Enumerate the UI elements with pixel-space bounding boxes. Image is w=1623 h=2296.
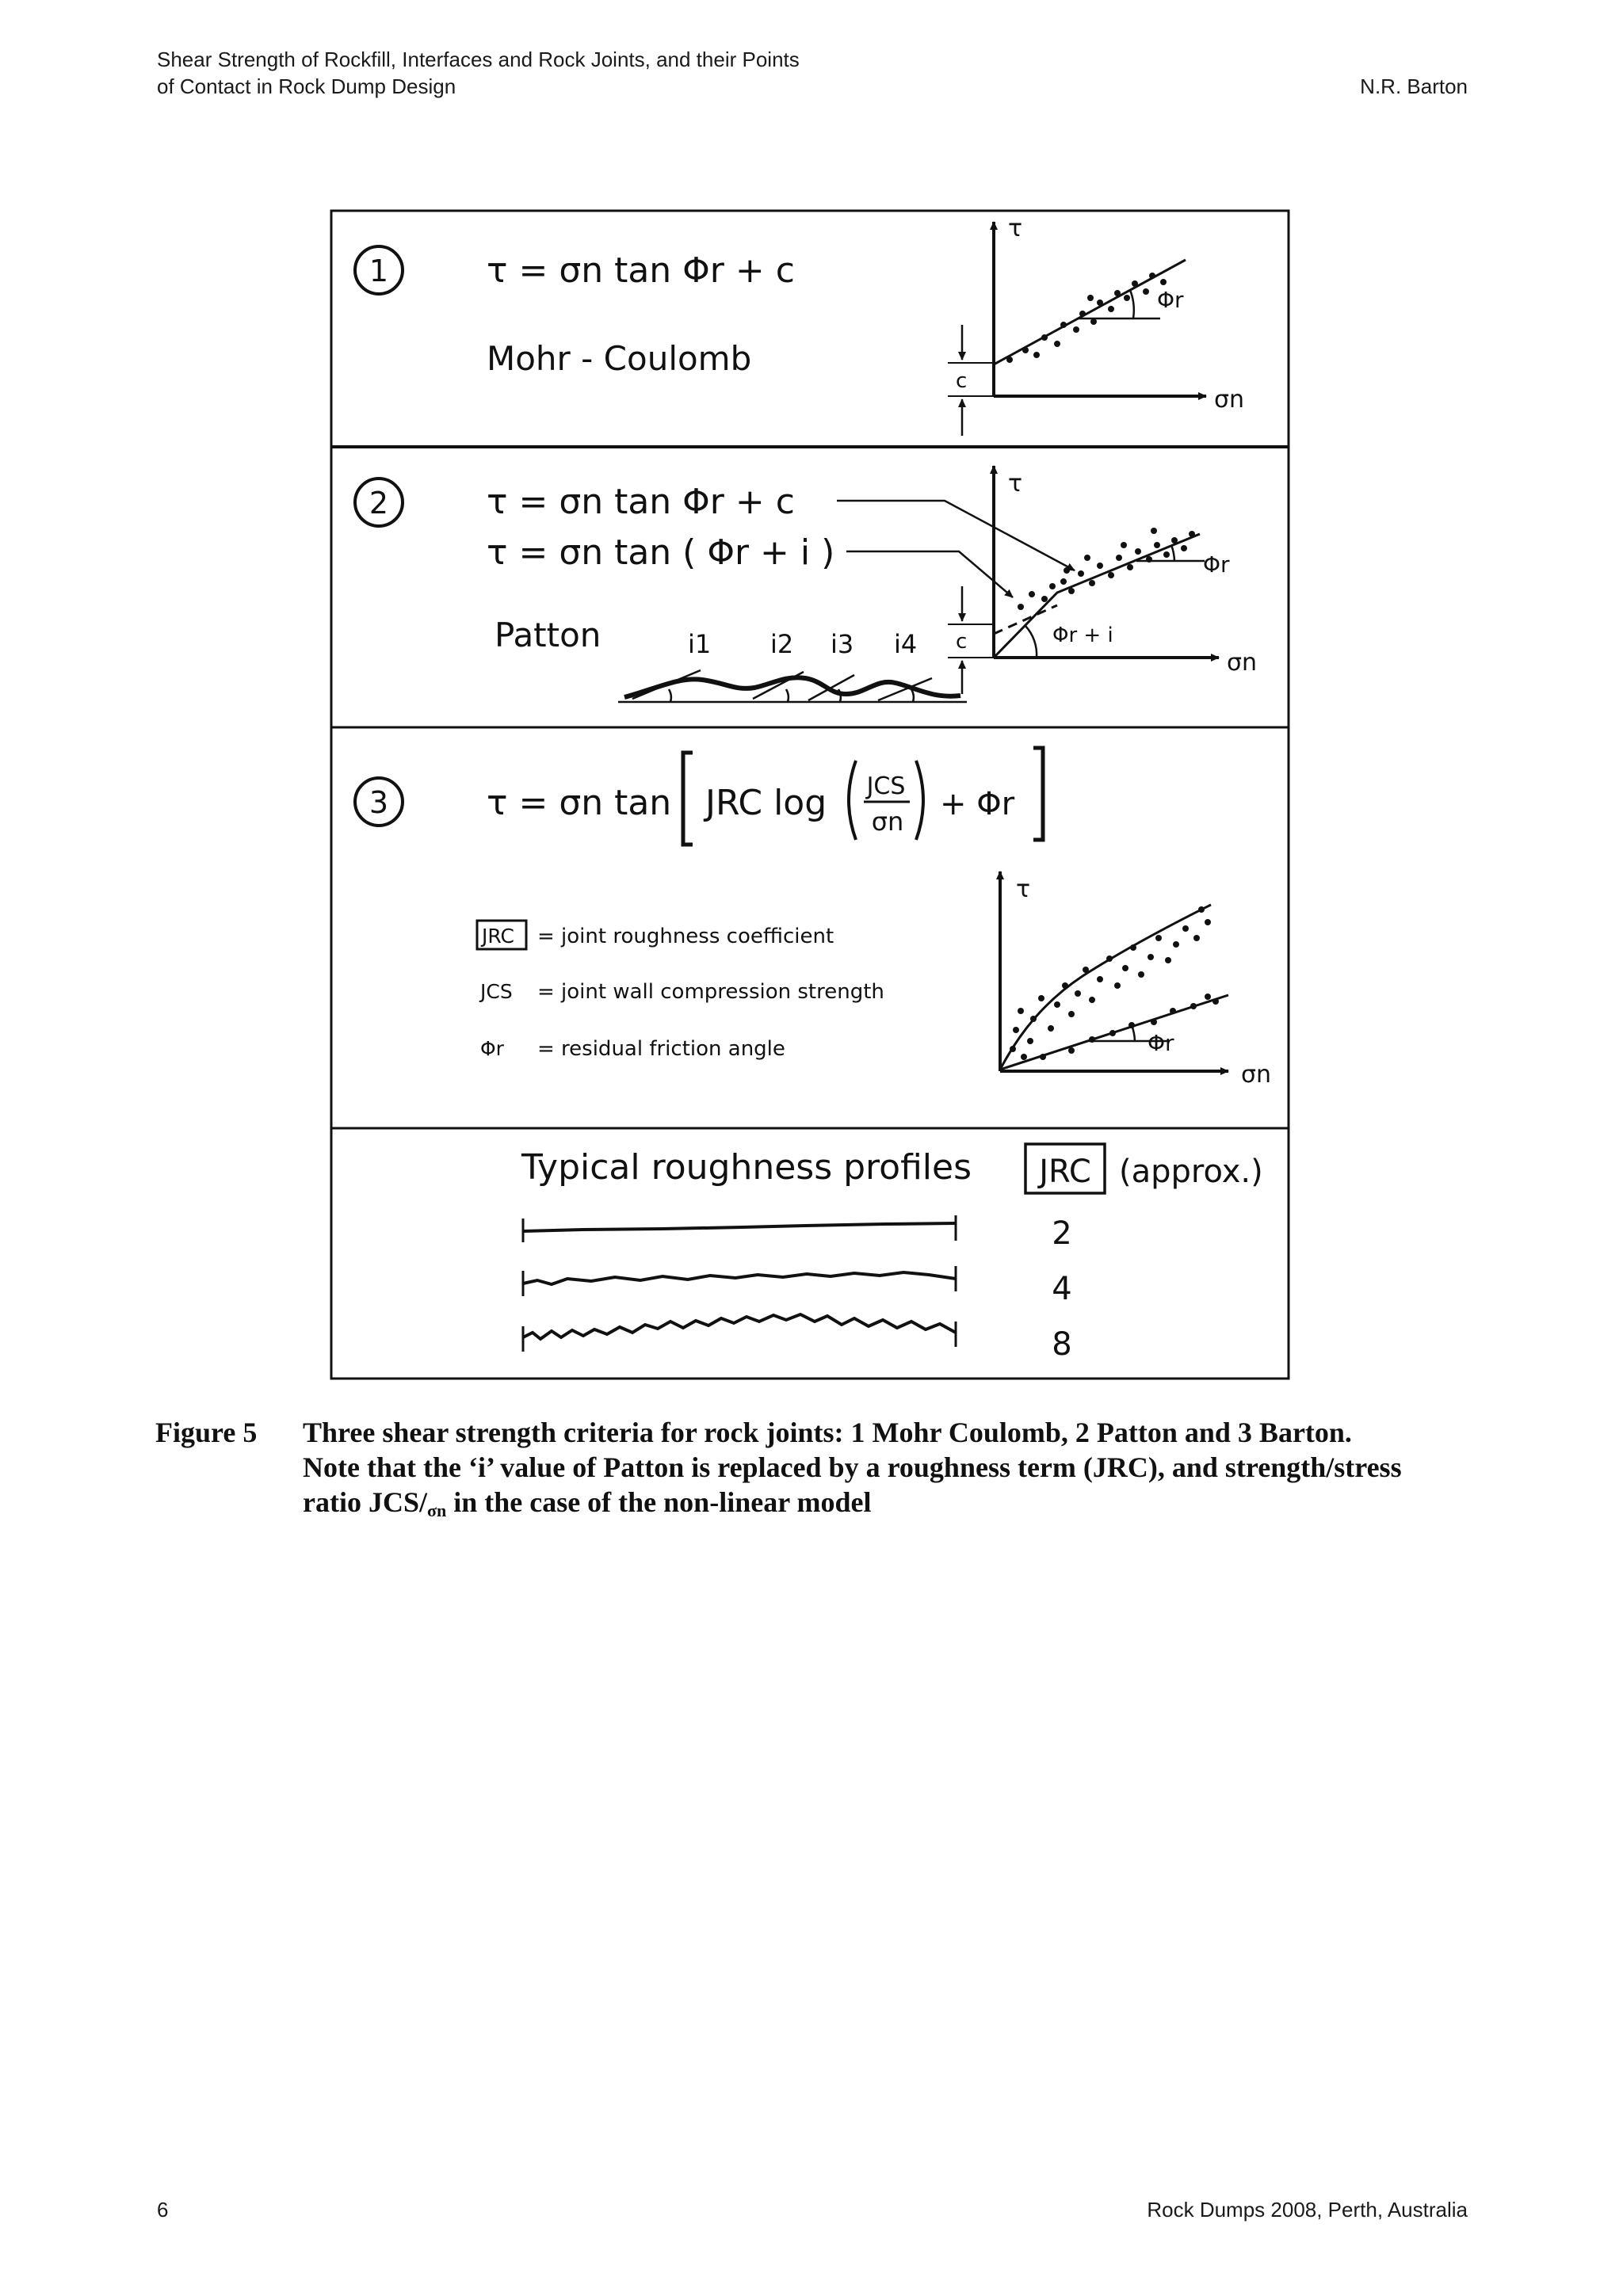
panel-2-model-name: Patton bbox=[495, 616, 601, 654]
panel-3-tau-label: τ bbox=[1016, 875, 1031, 903]
caption-line-3-pre: ratio JCS/ bbox=[303, 1486, 427, 1518]
panel-3-number: 3 bbox=[369, 785, 389, 820]
panel-3-equation-prefix: τ = σn tan bbox=[487, 783, 672, 823]
caption-label: Figure 5 bbox=[155, 1417, 258, 1448]
running-footer-conference: Rock Dumps 2008, Perth, Australia bbox=[1147, 2198, 1468, 2222]
panel-3-sigma-label: σn bbox=[1241, 1061, 1272, 1089]
panel-2-sigma-label: σn bbox=[1227, 649, 1258, 677]
profile-2-jrc-value: 4 bbox=[1052, 1271, 1072, 1307]
panel-3-def-desc-3: = residual friction angle bbox=[537, 1037, 785, 1061]
caption-text bbox=[303, 1415, 1618, 1528]
running-header-author: N.R. Barton bbox=[1360, 74, 1468, 98]
panel-3-def-desc-2: = joint wall compression strength bbox=[537, 980, 884, 1004]
panel-3-def-term-3: Φr bbox=[480, 1037, 504, 1060]
panel-1-tau-label: τ bbox=[1008, 215, 1023, 242]
panel-2-equation-2: τ = σn tan ( Φr + i ) bbox=[487, 532, 835, 573]
panel-3-fraction-bottom: σn bbox=[871, 807, 904, 837]
panel-1-sigma-label: σn bbox=[1214, 386, 1245, 414]
panel-2-i3-label: i3 bbox=[831, 629, 854, 659]
panel-1-model-name: Mohr - Coulomb bbox=[487, 339, 752, 378]
panel-2-c-label: c bbox=[956, 630, 968, 654]
caption-line-3 bbox=[303, 1485, 1618, 1528]
panel-3-def-term-1: JRC bbox=[482, 925, 514, 948]
header-title-line1: Shear Strength of Rockfill, Interfaces and Rock Joints, and their Points bbox=[157, 48, 800, 71]
panel-3-phi-label: Φr bbox=[1148, 1030, 1174, 1056]
caption-line-3-sub: σn bbox=[427, 1501, 447, 1520]
panel-3-equation-suffix: + Φr bbox=[940, 786, 1015, 822]
caption-line-1: Three shear strength criteria for rock joints: 1 Mohr Coulomb, 2 Patton and 3 Barton. bbox=[303, 1417, 1352, 1448]
header-title-line2: of Contact in Rock Dump Design bbox=[157, 74, 456, 98]
panel-4-title: Typical roughness profiles bbox=[521, 1147, 972, 1188]
panel-4-approx-label: (approx.) bbox=[1119, 1154, 1263, 1190]
panel-2-i2-label: i2 bbox=[770, 629, 794, 659]
panel-2-number: 2 bbox=[369, 486, 389, 521]
caption-line-3-post: in the case of the non-linear model bbox=[446, 1486, 872, 1518]
panel-2-equation-1: τ = σn tan Φr + c bbox=[487, 482, 795, 522]
panel-3-def-desc-1: = joint roughness coefficient bbox=[537, 925, 834, 948]
caption-line-2: Note that the ‘i’ value of Patton is replaced by a roughness term (JRC), and strength/stress bbox=[303, 1451, 1402, 1483]
panel-1-equation: τ = σn tan Φr + c bbox=[487, 250, 795, 291]
panel-1-c-label: c bbox=[956, 369, 968, 393]
panel-3-def-term-2: JCS bbox=[480, 980, 513, 1003]
panel-4-jrc-label: JRC bbox=[1039, 1154, 1091, 1190]
panel-1-number: 1 bbox=[369, 254, 389, 288]
figure-5 bbox=[330, 209, 1290, 1380]
panel-2-phi-plus-i-label: Φr + i bbox=[1052, 624, 1113, 647]
panel-3-equation-jrc: JRC log bbox=[705, 783, 827, 823]
panel-1-phi-label: Φr bbox=[1157, 287, 1184, 313]
panel-2-tau-label: τ bbox=[1008, 470, 1023, 498]
profile-1-jrc-value: 2 bbox=[1052, 1215, 1072, 1252]
panel-2-phi-label: Φr bbox=[1203, 551, 1230, 578]
profile-3-jrc-value: 8 bbox=[1052, 1326, 1072, 1363]
panel-2-i4-label: i4 bbox=[894, 629, 918, 659]
panel-3-fraction-top: JCS bbox=[866, 772, 906, 800]
page-number: 6 bbox=[157, 2198, 169, 2222]
running-header-title bbox=[157, 46, 949, 100]
panel-2-i1-label: i1 bbox=[688, 629, 712, 659]
